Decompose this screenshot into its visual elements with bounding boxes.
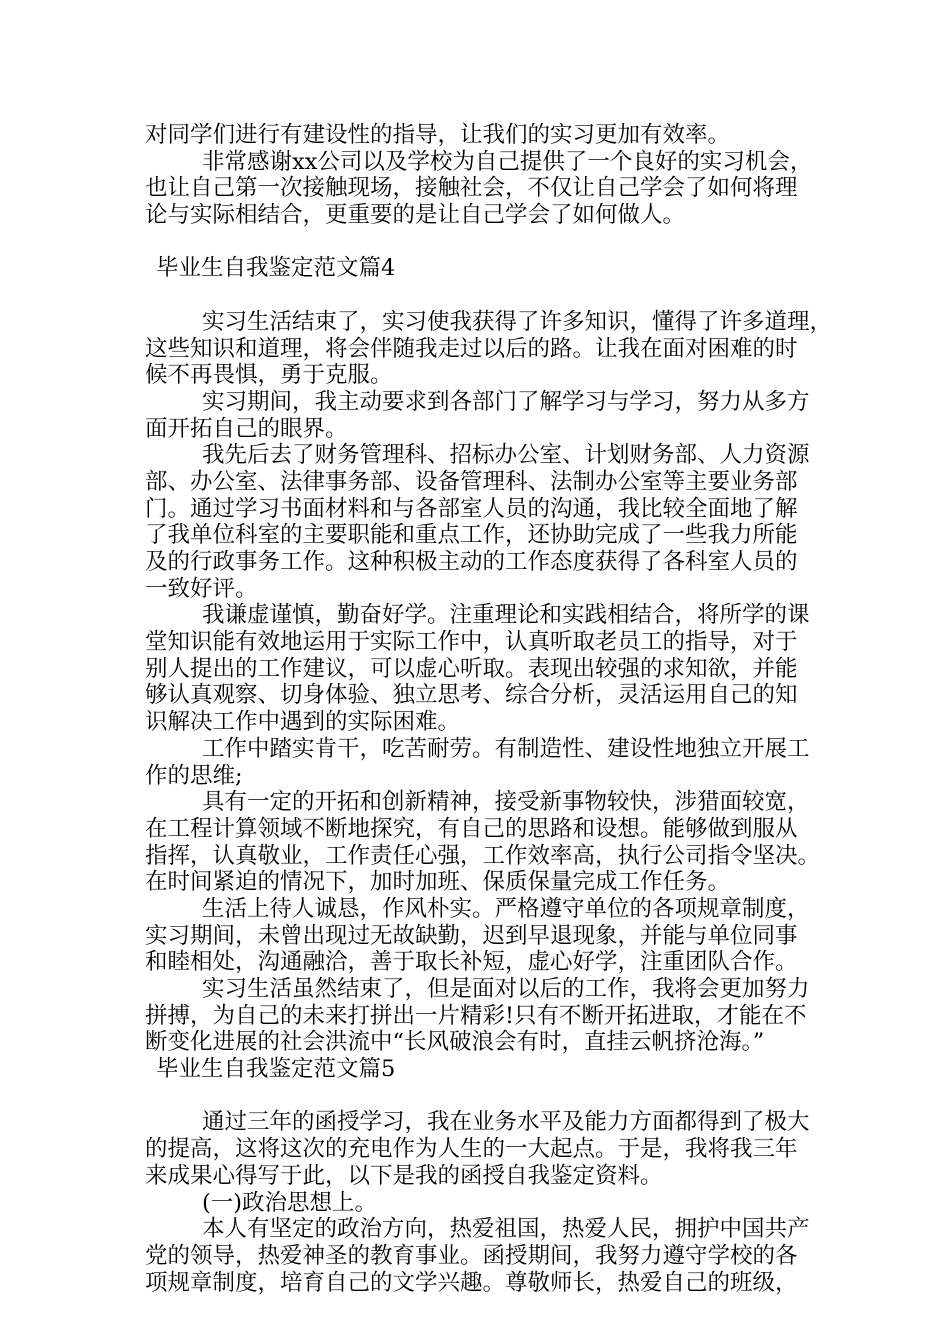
paragraph-line: 实习期间，未曾出现过无故缺勤，迟到早退现象，并能与单位同事 bbox=[145, 922, 798, 949]
paragraph-line: 对同学们进行有建设性的指导，让我们的实习更加有效率。 bbox=[145, 122, 731, 148]
paragraph-line: (一)政治思想上。 bbox=[202, 1189, 378, 1216]
paragraph-line: 了我单位科室的主要职能和重点工作，还协助完成了一些我力所能 bbox=[145, 522, 798, 549]
paragraph-line: 项规章制度，培育自己的文学兴趣。尊敬师长，热爱自己的班级， bbox=[145, 1269, 798, 1296]
paragraph-line: 作的思维; bbox=[145, 762, 243, 789]
paragraph-line: 来成果心得写于此，以下是我的函授自我鉴定资料。 bbox=[145, 1162, 663, 1189]
paragraph-line: 非常感谢xx公司以及学校为自己提供了一个良好的实习机会， bbox=[202, 148, 813, 175]
paragraph-line: 指挥，认真敬业，工作责任心强，工作效率高，执行公司指令坚决。 bbox=[145, 842, 821, 869]
paragraph-line: 论与实际相结合，更重要的是让自己学会了如何做人。 bbox=[145, 202, 686, 229]
paragraph-line: 的提高，这将这次的充电作为人生的一大起点。于是，我将我三年 bbox=[145, 1136, 798, 1163]
paragraph-line: 在时间紧迫的情况下，加时加班、保质保量完成工作任务。 bbox=[145, 869, 731, 896]
paragraph-line: 候不再畏惧，勇于克服。 bbox=[145, 362, 393, 389]
document-page bbox=[145, 122, 833, 1296]
blank-line bbox=[145, 1083, 825, 1110]
paragraph-line: 本人有坚定的政治方向，热爱祖国，热爱人民，拥护中国共产 bbox=[202, 1216, 810, 1243]
paragraph-line: 别人提出的工作建议，可以虚心听取。表现出较强的求知欲，并能 bbox=[145, 655, 798, 682]
paragraph-line: 党的领导，热爱神圣的教育事业。函授期间，我努力遵守学校的各 bbox=[145, 1242, 798, 1269]
paragraph-line: 具有一定的开拓和创新精神，接受新事物较快，涉猎面较宽， bbox=[202, 789, 810, 816]
paragraph-line: 和睦相处，沟通融洽，善于取长补短，虚心好学，注重团队合作。 bbox=[145, 949, 798, 976]
paragraph-line: 实习生活结束了，实习使我获得了许多知识，懂得了许多道理， bbox=[202, 308, 833, 335]
paragraph-line: 面开拓自己的眼界。 bbox=[145, 415, 348, 442]
paragraph-line: 堂知识能有效地运用于实际工作中，认真听取老员工的指导，对于 bbox=[145, 629, 798, 656]
paragraph-line: 部、办公室、法律事务部、设备管理科、法制办公室等主要业务部 bbox=[145, 468, 798, 495]
paragraph-line: 断变化进展的社会洪流中“长风破浪会有时，直挂云帆挤沧海。” bbox=[145, 1029, 765, 1056]
paragraph-line: 及的行政事务工作。这种积极主动的工作态度获得了各科室人员的 bbox=[145, 549, 798, 575]
section-heading: 毕业生自我鉴定范文篇5 bbox=[156, 1056, 396, 1083]
paragraph-line: 通过三年的函授学习，我在业务水平及能力方面都得到了极大 bbox=[202, 1109, 810, 1136]
paragraph-line: 也让自己第一次接触现场，接触社会，不仅让自己学会了如何将理 bbox=[145, 175, 798, 202]
paragraph-line: 一致好评。 bbox=[145, 575, 258, 602]
paragraph-line: 这些知识和道理，将会伴随我走过以后的路。让我在面对困难的时 bbox=[145, 335, 798, 362]
blank-line bbox=[145, 229, 825, 256]
blank-line bbox=[145, 282, 825, 309]
section-heading: 毕业生自我鉴定范文篇4 bbox=[156, 255, 396, 282]
paragraph-line: 够认真观察、切身体验、独立思考、综合分析，灵活运用自己的知 bbox=[145, 682, 798, 709]
paragraph-line: 实习期间，我主动要求到各部门了解学习与学习，努力从多方 bbox=[202, 388, 810, 415]
paragraph-line: 我谦虚谨慎，勤奋好学。注重理论和实践相结合，将所学的课 bbox=[202, 602, 810, 629]
paragraph-line: 在工程计算领域不断地探究，有自己的思路和设想。能够做到服从 bbox=[145, 815, 798, 842]
paragraph-line: 拼搏，为自己的未来打拼出一片精彩!只有不断开拓进取，才能在不 bbox=[145, 1002, 807, 1029]
paragraph-line: 实习生活虽然结束了，但是面对以后的工作，我将会更加努力 bbox=[202, 976, 810, 1002]
paragraph-line: 工作中踏实肯干，吃苦耐劳。有制造性、建设性地独立开展工 bbox=[202, 735, 810, 762]
paragraph-line: 生活上待人诚恳，作风朴实。严格遵守单位的各项规章制度， bbox=[202, 895, 810, 922]
paragraph-line: 我先后去了财务管理科、招标办公室、计划财务部、人力资源 bbox=[202, 442, 810, 469]
paragraph-line: 门。通过学习书面材料和与各部室人员的沟通，我比较全面地了解 bbox=[145, 495, 798, 522]
paragraph-line: 识解决工作中遇到的实际困难。 bbox=[145, 709, 461, 736]
